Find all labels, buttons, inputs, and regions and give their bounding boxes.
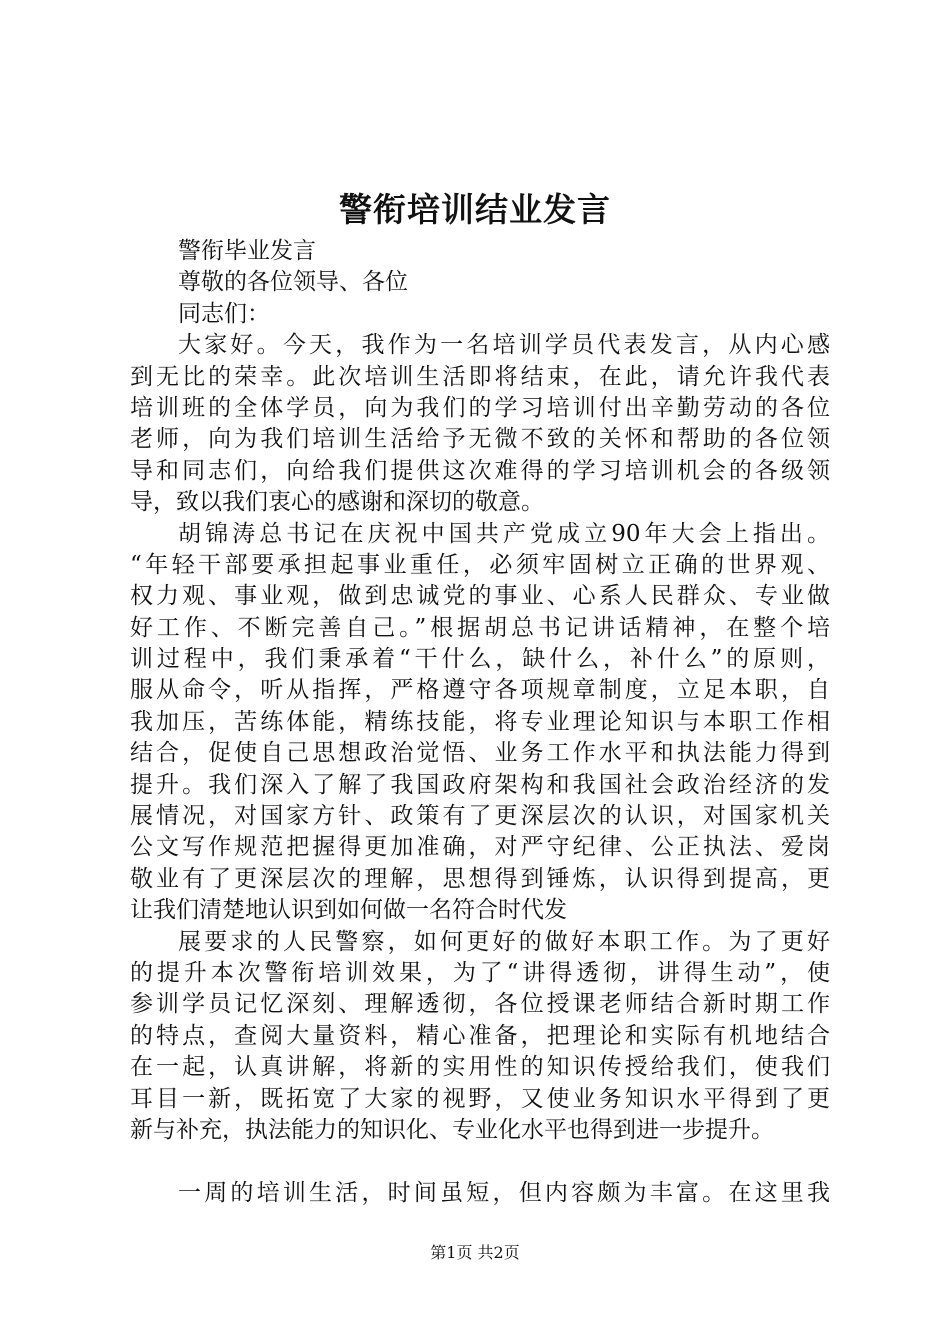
text-line: 培训班的全体学员，向为我们的学习培训付出辛勤劳动的各位: [130, 394, 830, 421]
text-line: 到无比的荣幸。此次培训生活即将结束，在此，请允许我代表: [130, 363, 830, 390]
text-line: 训过程中，我们秉承着“干什么，缺什么，补什么”的原则，: [130, 646, 830, 673]
paragraph-2: [130, 519, 830, 927]
text-line: 结合，促使自己思想政治觉悟、业务工作水平和执法能力得到: [130, 740, 830, 767]
text-line: 敬业有了更深层次的理解，思想得到锤炼，认识得到提高，更: [130, 865, 830, 892]
paragraph-3: [130, 927, 830, 1147]
text-line: 胡锦涛总书记在庆祝中国共产党成立90年大会上指出。: [178, 520, 830, 547]
text-line: 服从命令，听从指挥，严格遵守各项规章制度，立足本职，自: [130, 677, 830, 704]
text-line: 展要求的人民警察，如何更好的做好本职工作。为了更好: [178, 928, 830, 955]
text-line: 导和同志们，向给我们提供这次难得的学习培训机会的各级领: [130, 457, 830, 484]
text-line: 耳目一新，既拓宽了大家的视野，又使业务知识水平得到了更: [130, 1085, 830, 1112]
text-line: 尊敬的各位领导、各位: [178, 269, 408, 296]
text-line: 我加压，苦练体能，精练技能，将专业理论知识与本职工作相: [130, 708, 830, 735]
paragraph-1: [130, 330, 830, 518]
text-line: 权力观、事业观，做到忠诚党的事业、心系人民群众、专业做: [130, 583, 830, 610]
text-line: 老师，向为我们培训生活给予无微不致的关怀和帮助的各位领: [130, 426, 830, 453]
text-line: 警衔毕业发言: [178, 238, 316, 264]
text-line: 让我们清楚地认识到如何做一名符合时代发: [130, 897, 567, 924]
text-line: “年轻干部要承担起事业重任，必须牢固树立正确的世界观、: [130, 551, 830, 578]
text-line: 导，致以我们衷心的感谢和深切的敬意。: [130, 489, 544, 516]
paragraph-4: [130, 1178, 830, 1209]
text-line: 同志们：: [178, 300, 270, 327]
text-line: 的提升本次警衔培训效果，为了“讲得透彻，讲得生动”，使: [130, 959, 830, 986]
page-number: 第1页 共2页: [430, 1243, 520, 1262]
paragraph-gap: [130, 1146, 830, 1177]
document-body: [130, 236, 830, 1209]
text-line: 在一起，认真讲解，将新的实用性的知识传授给我们，使我们: [130, 1054, 830, 1081]
text-line: 大家好。今天，我作为一名培训学员代表发言，从内心感: [178, 332, 830, 359]
text-line: 好工作、不断完善自己。”根据胡总书记讲话精神，在整个培: [130, 614, 830, 641]
text-line: 的特点，查阅大量资料，精心准备，把理论和实际有机地结合: [130, 1022, 830, 1049]
text-line: 参训学员记忆深刻、理解透彻，各位授课老师结合新时期工作: [130, 991, 830, 1018]
document-title: 警衔培训结业发言: [339, 190, 611, 229]
text-line: 提升。我们深入了解了我国政府架构和我国社会政治经济的发: [130, 771, 830, 798]
text-line: 公文写作规范把握得更加准确，对严守纪律、公正执法、爱岗: [130, 834, 830, 861]
text-line: 一周的培训生活，时间虽短，但内容颇为丰富。在这里我: [178, 1179, 830, 1206]
text-line: 新与补充，执法能力的知识化、专业化水平也得到进一步提升。: [130, 1116, 774, 1143]
text-line: 展情况，对国家方针、政策有了更深层次的认识，对国家机关: [130, 803, 830, 830]
